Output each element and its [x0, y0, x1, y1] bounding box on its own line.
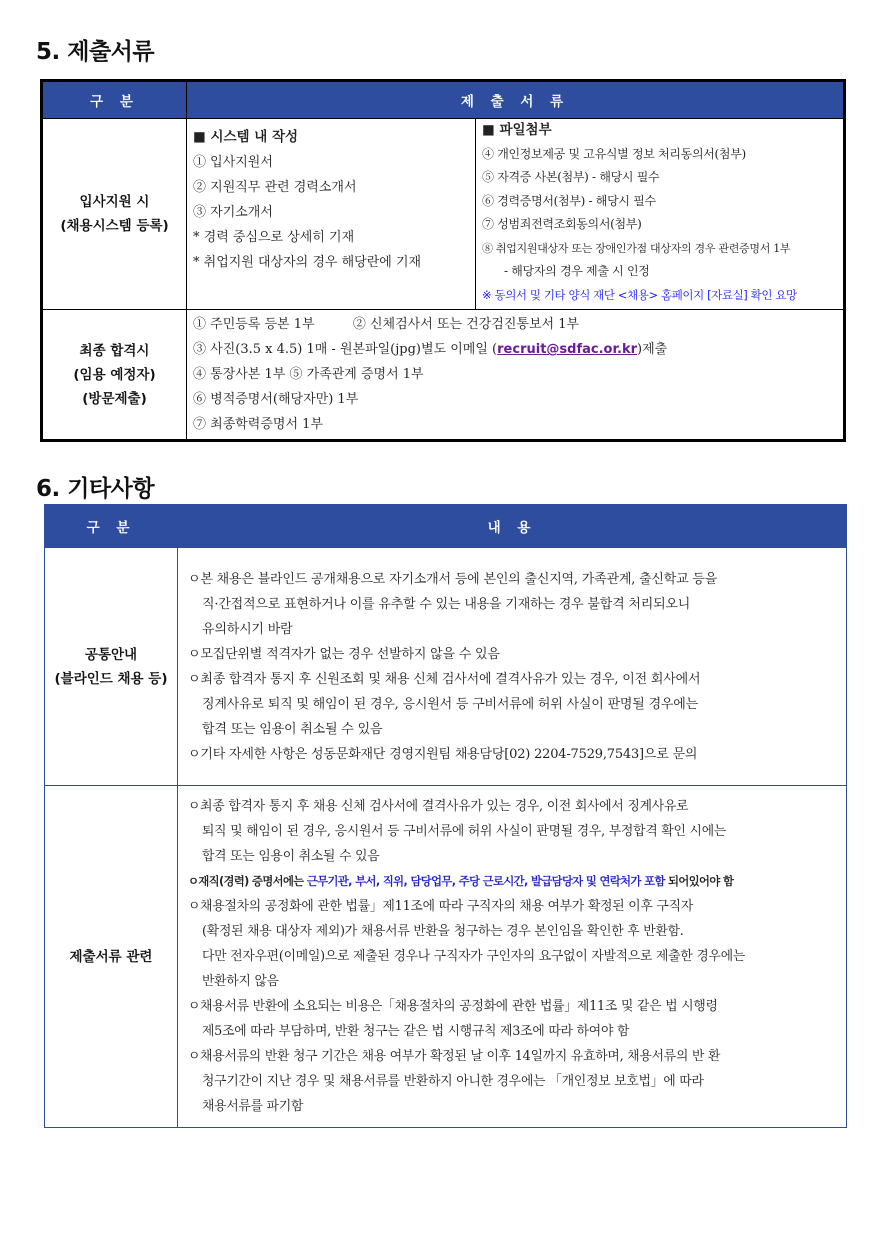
- final-item: )제출: [637, 342, 668, 357]
- attach-item: ⑦ 성범죄전력조회동의서(첨부): [482, 217, 642, 231]
- bold-pre: ㅇ재직(경력) 증명서에는: [188, 875, 307, 888]
- final-line: ⑥ 병적증명서(해당자만) 1부: [193, 392, 359, 407]
- notice-line: ㅇ채용서류의 반환 청구 기간은 채용 여부가 확정된 날 이후 14일까지 유효하며, 채용서류의 반 환: [188, 1049, 721, 1064]
- final-item: ② 신체검사서 또는 건강검진통보서 1부: [352, 317, 580, 332]
- system-item: * 취업지원 대상자의 경우 해당란에 기재: [193, 255, 422, 270]
- attach-item: ④ 개인정보제공 및 고유식별 정보 처리동의서(첨부): [482, 146, 746, 161]
- notice-line: 징계사유로 퇴직 및 해임이 된 경우, 응시원서 등 구비서류에 허위 사실이 판명될 경우에는: [202, 696, 699, 712]
- section5-title: 5. 제출서류: [36, 39, 155, 65]
- final-documents-cell: [187, 310, 845, 441]
- attach-item: ⑤ 자격증 사본(첨부) - 해당시 필수: [482, 170, 660, 184]
- header-category: 구 분: [42, 81, 187, 119]
- notice-line: ㅇ최종 합격자 통지 후 채용 신체 검사서에 결격사유가 있는 경우, 이전 회사에서 징계사유로: [188, 799, 689, 814]
- system-entry-cell: [187, 119, 476, 310]
- row-label-documents: 제출서류 관련: [45, 786, 178, 1128]
- final-line: [193, 312, 837, 337]
- notice-line: ㅇ채용서류 반환에 소요되는 비용은「채용절차의 공정화에 관한 법률」제11조 및 같은 법 시행령: [188, 999, 718, 1014]
- system-item: ③ 자기소개서: [193, 205, 273, 220]
- attachment-cell: [476, 119, 845, 310]
- notice-line: 퇴직 및 해임이 된 경우, 응시원서 등 구비서류에 허위 사실이 판명될 경우, 부정합격 확인 시에는: [202, 824, 727, 839]
- label-line: (블라인드 채용 등): [54, 670, 168, 687]
- documents-notice-cell: [178, 786, 847, 1128]
- notice-line: ㅇ기타 자세한 사항은 성동문화재단 경영지원팀 채용담당[02) 2204-7529,7543]으로 문의: [188, 746, 698, 762]
- required-fields-highlight: 근무기관, 부서, 직위, 담당업무, 주당 근로시간, 발급담당자 및 연락처가 포함: [306, 875, 665, 888]
- notice-line: ㅇ최종 합격자 통지 후 신원조회 및 채용 신체 검사서에 결격사유가 있는 경우, 이전 회사에서: [188, 671, 701, 687]
- submission-documents-table: [40, 79, 846, 442]
- label-line: (방문제출): [82, 390, 147, 407]
- attach-item: - 해당자의 경우 제출 시 인정: [504, 264, 650, 278]
- notice-line: ㅇ채용절차의 공정화에 관한 법률」제11조에 따라 구직자의 채용 여부가 확정된 이후 구직자: [188, 899, 693, 914]
- row-label-final: [42, 310, 187, 441]
- label-line: 입사지원 시: [79, 194, 150, 210]
- notice-line: 청구기간이 지난 경우 및 채용서류를 반환하지 아니한 경우에는 「개인정보 보호법」에 따라: [202, 1074, 704, 1089]
- system-item: ① 입사지원서: [193, 155, 273, 170]
- attach-note: ※ 동의서 및 기타 양식 재단 <채용> 홈페이지 [자료실] 확인 요망: [482, 287, 797, 302]
- label-line: (임용 예정자): [73, 366, 156, 383]
- header-documents: 제 출 서 류: [187, 81, 845, 119]
- header-category: 구 분: [45, 505, 178, 548]
- system-item: * 경력 중심으로 상세히 기재: [193, 230, 355, 245]
- notice-line: 합격 또는 임용이 취소될 수 있음: [202, 849, 380, 864]
- row-label-common: [45, 548, 178, 786]
- label-line: 공통안내: [84, 646, 138, 663]
- bold-post: 되어있어야 함: [664, 875, 734, 888]
- notice-line: 합격 또는 임용이 취소될 수 있음: [202, 721, 383, 737]
- label-line: (채용시스템 등록): [60, 218, 169, 234]
- attach-item: ⑥ 경력증명서(첨부) - 해당시 필수: [482, 193, 656, 208]
- section6-title: 6. 기타사항: [36, 476, 155, 502]
- notice-line: ㅇ본 채용은 블라인드 공개채용으로 자기소개서 등에 본인의 출신지역, 가족관계, 출신학교 등을: [188, 571, 718, 587]
- final-line: ④ 통장사본 1부 ⑤ 가족관계 증명서 1부: [193, 367, 424, 382]
- email-link[interactable]: recruit@sdfac.or.kr: [497, 342, 638, 357]
- attach-item: ⑧ 취업지원대상자 또는 장애인가점 대상자의 경우 관련증명서 1부: [482, 241, 791, 255]
- final-item: ③ 사진(3.5 x 4.5) 1매 - 원본파일(jpg)별도 이메일 (: [193, 342, 498, 357]
- system-item: ② 지원직무 관련 경력소개서: [193, 180, 357, 195]
- notice-line: 유의하시기 바람: [202, 621, 293, 637]
- common-notice-cell: [178, 548, 847, 786]
- notice-line: 직·간접적으로 표현하거나 이를 유추할 수 있는 내용을 기재하는 경우 불합격 처리되오니: [202, 596, 691, 612]
- label-line: 최종 합격시: [79, 342, 150, 359]
- other-matters-table: [44, 504, 847, 1128]
- header-content: 내 용: [178, 505, 847, 548]
- notice-line: 채용서류를 파기함: [202, 1099, 304, 1114]
- notice-line: ㅇ모집단위별 적격자가 없는 경우 선발하지 않을 수 있음: [188, 646, 500, 662]
- final-line: ⑦ 최종학력증명서 1부: [193, 417, 323, 432]
- final-line: [193, 337, 837, 362]
- notice-line: 반환하지 않음: [202, 974, 279, 989]
- attach-heading: ■ 파일첨부: [482, 122, 552, 138]
- final-item: ① 주민등록 등본 1부: [193, 317, 315, 332]
- row-label-application: [42, 119, 187, 310]
- notice-line: 제5조에 따라 부담하며, 반환 청구는 같은 법 시행규칙 제3조에 따라 하여야 함: [202, 1024, 630, 1039]
- notice-line: 다만 전자우편(이메일)으로 제출된 경우나 구직자가 구인자의 요구없이 자발적으로 제출한 경우에는: [202, 949, 746, 964]
- notice-line: (확정된 채용 대상자 제외)가 채용서류 반환을 청구하는 경우 본인임을 확인한 후 반환함.: [202, 924, 684, 939]
- system-heading: ■ 시스템 내 작성: [193, 129, 299, 145]
- certificate-requirement-line: [188, 869, 840, 894]
